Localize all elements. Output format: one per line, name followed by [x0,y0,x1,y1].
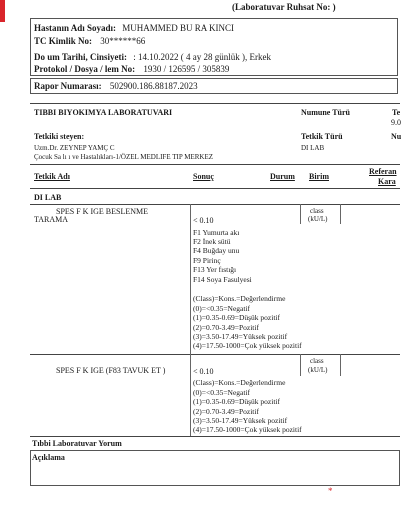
lab-unit-name: TIBBI BIYOKIMYA LABORATUVARI [34,108,173,117]
patient-tc-label: TC Kimlik No: [34,36,93,46]
column-header-status: Durum [270,172,295,181]
class-legend-item: (0)=<0.35=Negatif [193,304,251,313]
test2-name: SPES F K IGE (F83 TAVUK ET ) [56,366,166,375]
table-header-top-rule [30,164,400,165]
test1-name-line2: TARAMA [34,215,69,224]
class-legend-item: (2)=0.70-3.49=Pozitif [193,407,259,416]
red-asterisk-mark: * [328,486,333,496]
class-legend-item: (3)=3.50-17.49=Yüksek pozitif [193,332,288,341]
class-legend-item: (1)=0.35-0.69=Düşük pozitif [193,397,280,406]
test2-divider-left [190,354,191,436]
class-legend-item: (0)=<0.35=Negatif [193,388,251,397]
test1-name-line1: SPES F K IGE BESLENME [56,207,149,216]
class-legend-item: (2)=0.70-3.49=Pozitif [193,323,259,332]
class-legend-item: (4)=17.50-1000=Çok yüksek pozitif [193,425,302,434]
allergen-item: F14 Soya Fasulyesi [193,275,252,284]
notes-box [30,450,400,486]
cut-header-right-2: 9.0 [391,118,401,127]
test1-bottom-rule [30,354,400,355]
requesting-doctor: Uzm.Dr. ZEYNEP YAMÇ C [34,144,115,152]
test-type-value: DI LAB [301,144,325,152]
patient-birth-value: : 14.10.2022 ( 4 ay 28 günlük ), Erkek [133,52,271,62]
test2-unit-line1: class [310,357,324,365]
test2-divider-unit-right [340,354,341,376]
report-number-row [34,81,198,91]
test-type-label: Tetkik Türü [301,132,343,141]
class-legend-item: (4)=17.50-1000=Çok yüksek pozitif [193,341,302,350]
test1-divider-left [190,204,191,354]
class-legend-item: (Class)=Kons.=Değerlendirme [193,378,286,387]
test1-result: < 0.10 [193,216,214,225]
report-number-label: Rapor Numarası: [34,81,102,91]
column-header-reference-1: Referan [369,167,397,176]
test2-divider-unit-left [300,354,301,376]
patient-protocol-value: 1930 / 126595 / 305839 [143,64,230,74]
class-legend-item: (1)=0.35-0.69=Düşük pozitif [193,313,280,322]
patient-name-value: MUHAMMED BU RA KINCI [122,23,235,33]
allergen-item: F9 Pirinç [193,256,221,265]
test1-unit-line2: (kU/L) [308,215,328,223]
requesting-department: Çocuk Sa lı ı ve Hastalıkları-1/ÖZEL MEDLIFE TIP MERKEZ [34,153,213,161]
allergen-item: F1 Yumurta akı [193,228,240,237]
column-header-test-name: Tetkik Adı [34,172,70,181]
allergen-item: F13 Yer fıstığı [193,265,237,274]
table-header-bottom-rule [30,188,400,189]
patient-birth-label: Do um Tarihi, Cinsiyeti: [34,52,128,62]
license-number: (Laboratuvar Ruhsat No: ) [232,2,336,12]
notes-label: Açıklama [32,453,65,462]
allergen-item: F2 İnek sütü [193,237,231,246]
cut-header-right-3: Nu [391,132,401,141]
patient-birth-row [34,52,271,62]
test2-unit-line2: (kU/L) [308,366,328,374]
test1-divider-unit-right [340,204,341,224]
patient-protocol-label: Protokol / Dosya / lem No: [34,64,136,74]
group-label: DI LAB [34,193,62,202]
test1-unit-line1: class [310,207,324,215]
test2-result: < 0.10 [193,367,214,376]
lab-section-top-rule [30,103,400,104]
patient-tc-row [34,36,145,46]
column-header-result: Sonuç [193,172,214,181]
requester-label: Tetkiki steyen: [34,132,85,141]
report-number-value: 502900.186.88187.2023 [109,81,198,91]
column-header-unit: Birim [309,172,329,181]
class-legend-item: (3)=3.50-17.49=Yüksek pozitif [193,416,288,425]
medical-comment-label: Tıbbi Laboratuvar Yorum [32,439,122,448]
column-header-reference-2: Kara [378,177,396,186]
group-bottom-rule [30,204,400,205]
test1-divider-unit-left [300,204,301,224]
allergen-item: F4 Buğday unu [193,246,240,255]
class-legend-item: (Class)=Kons.=Değerlendirme [193,294,286,303]
sample-type-label: Numune Türü [301,108,350,117]
patient-protocol-row [34,64,229,74]
cut-header-right-1: Te [392,108,401,117]
corner-mark [0,0,5,22]
patient-tc-value: 30******66 [100,36,146,46]
patient-name-label: Hastanın Adı Soyadı: [34,23,117,33]
test2-bottom-rule [30,436,400,437]
patient-name-row [34,23,234,33]
